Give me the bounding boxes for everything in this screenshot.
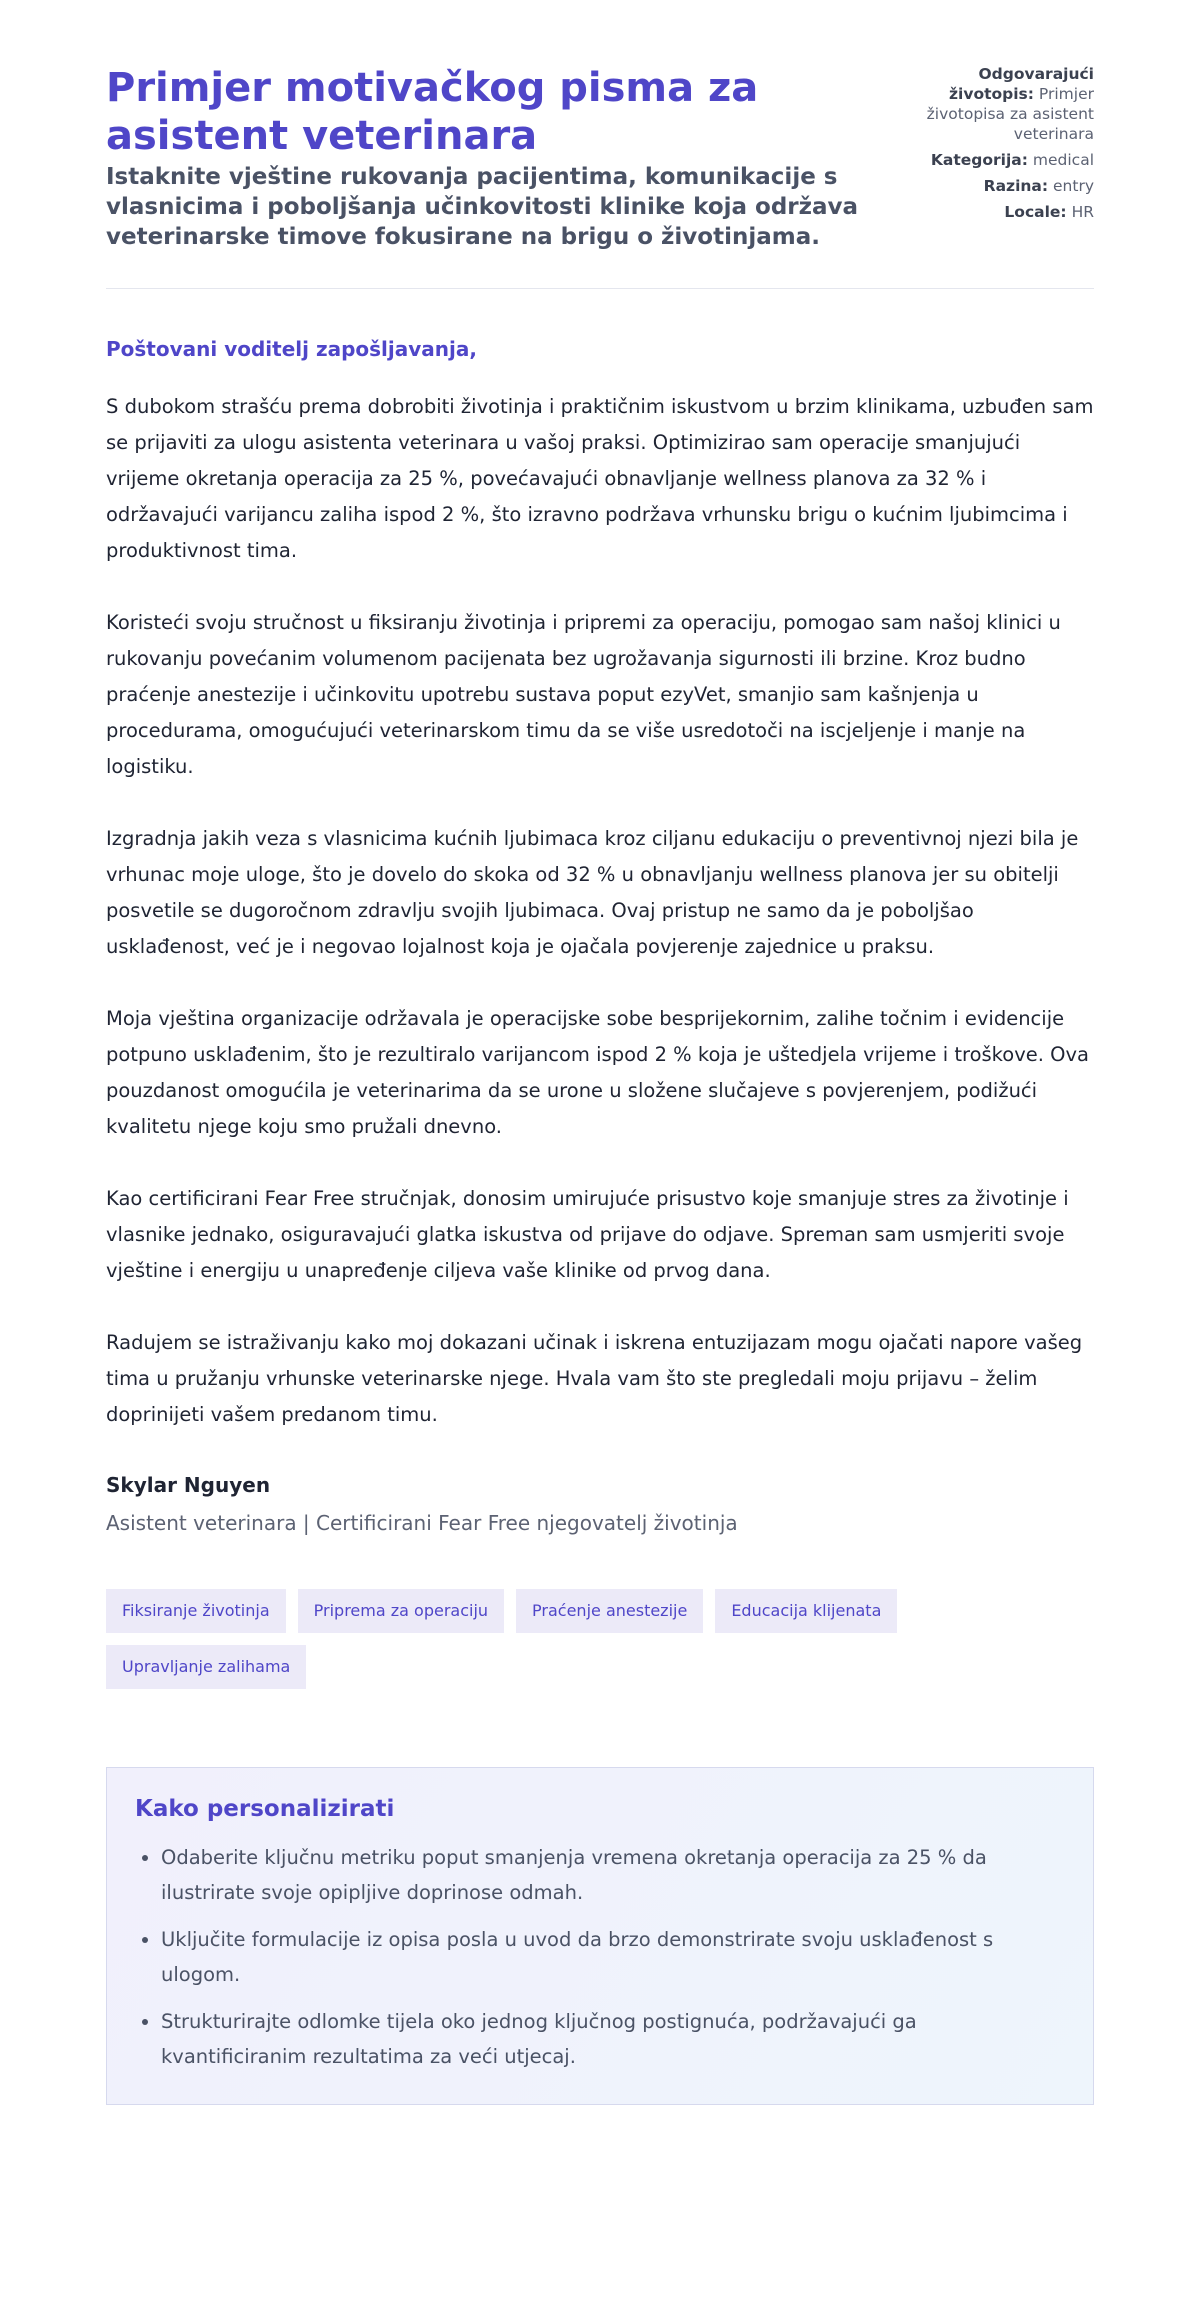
skill-tag: Priprema za operaciju [298, 1589, 504, 1633]
page-subtitle: Istaknite vještine rukovanja pacijentima, komunikacije s vlasnicima i poboljšanja učinkovitosti klinike koja održava veterinarske timove fokusirane na brigu o životinjama. [106, 164, 859, 250]
meta-locale [894, 202, 1094, 222]
header-text [106, 64, 866, 252]
skill-tag: Upravljanje zalihama [106, 1645, 306, 1689]
signature-name: Skylar Nguyen [106, 1473, 271, 1497]
skill-tags [106, 1589, 1066, 1689]
letter-paragraph: Koristeći svoju stručnost u fiksiranju životinja i pripremi za operaciju, pomogao sam našoj klinici u rukovanju povećanim volumenom pacijenata bez ugrožavanja sigurnosti ili brzine. Kroz budno praćenje anestezije i učinkovitu upotrebu sustava poput ezyVet, smanjio sam kašnjenja u procedurama, omogućujući veterinarskom timu da se više usredotoči na iscjeljenje i manje na logistiku. [106, 611, 1061, 778]
signature-block [106, 1473, 1094, 1535]
tips-list [135, 1840, 1065, 2074]
meta-category-label: Kategorija: [930, 151, 1028, 169]
skill-tag: Fiksiranje životinja [106, 1589, 286, 1633]
meta-category [894, 150, 1094, 170]
page-title: Primjer motivačkog pisma za asistent veterinara [106, 65, 759, 159]
skill-tag: Praćenje anestezije [516, 1589, 703, 1633]
meta-category-value: medical [1032, 151, 1094, 169]
page-header [106, 0, 1094, 289]
skill-tag: Educacija klijenata [715, 1589, 897, 1633]
tips-title: Kako personalizirati [135, 1796, 395, 1822]
tip-item: • Uključite formulacije iz opisa posla u uvod da brzo demonstrirate svoju usklađenost s ulogom. [161, 1922, 1065, 1992]
tip-item: • Odaberite ključnu metriku poput smanjenja vremena okretanja operacija za 25 % da ilustrirate svoje opipljive doprinose odmah. [161, 1840, 1065, 1910]
tip-item: • Strukturirajte odlomke tijela oko jednog ključnog postignuća, podržavajući ga kvantificiranim rezultatima za veći utjecaj. [161, 2004, 1065, 2074]
personalize-tips [106, 1767, 1094, 2105]
meta-panel [894, 64, 1094, 228]
letter-body [106, 289, 1094, 1433]
letter-paragraph: S dubokom strašću prema dobrobiti životinja i praktičnim iskustvom u brzim klinikama, uzbuđen sam se prijaviti za ulogu asistenta veterinara u vašoj praksi. Optimizirao sam operacije smanjujući vrijeme okretanja operacija za 25 %, povećavajući obnavljanje wellness planova za 32 % i održavajući varijancu zaliha ispod 2 %, što izravno podržava vrhunsku brigu o kućnim ljubimcima i produktivnost tima. [106, 395, 1094, 562]
letter-paragraph: Moja vještina organizacije održavala je operacijske sobe besprijekornim, zalihe točnim i evidencije potpuno usklađenim, što je rezultiralo varijancom ispod 2 % koja je uštedjela vrijeme i troškove. Ova pouzdanost omogućila je veterinarima da se urone u složene slučajeve s povjerenjem, podižući kvalitetu njege koju smo pružali dnevno. [106, 1007, 1089, 1138]
meta-level-value: entry [1053, 177, 1094, 195]
letter-paragraph: Kao certificirani Fear Free stručnjak, donosim umirujuće prisustvo koje smanjuje stres za životinje i vlasnike jednako, osiguravajući glatka iskustva od prijave do odjave. Spreman sam usmjeriti svoje vještine i energiju u unapređenje ciljeva vaše klinike od prvog dana. [106, 1187, 1069, 1282]
letter-paragraph: Radujem se istraživanju kako moj dokazani učinak i iskrena entuzijazam mogu ojačati napore vašeg tima u pružanju vrhunske veterinarske njege. Hvala vam što ste pregledali moju prijavu – želim doprinijeti vašem predanom timu. [106, 1331, 1083, 1426]
meta-level-label: Razina: [983, 177, 1049, 195]
meta-level [894, 176, 1094, 196]
meta-locale-label: Locale: [1004, 203, 1067, 221]
meta-locale-value: HR [1071, 203, 1094, 221]
meta-resume [894, 64, 1094, 144]
signature-role: Asistent veterinara | Certificirani Fear Free njegovatelj životinja [106, 1511, 738, 1535]
meta-resume-value: Primjer životopisa za asistent veterinara [926, 85, 1094, 143]
meta-resume-label: Odgovarajući životopis: [949, 65, 1094, 103]
letter-greeting: Poštovani voditelj zapošljavanja, [106, 337, 477, 361]
letter-paragraph: Izgradnja jakih veza s vlasnicima kućnih ljubimaca kroz ciljanu edukaciju o preventivnoj njezi bila je vrhunac moje uloge, što je dovelo do skoka od 32 % u obnavljanju wellness planova jer su obitelji posvetile se dugoročnom zdravlju svojih ljubimaca. Ovaj pristup ne samo da je poboljšao usklađenost, već je i negovao lojalnost koja je ojačala povjerenje zajednice u praksu. [106, 827, 1079, 958]
